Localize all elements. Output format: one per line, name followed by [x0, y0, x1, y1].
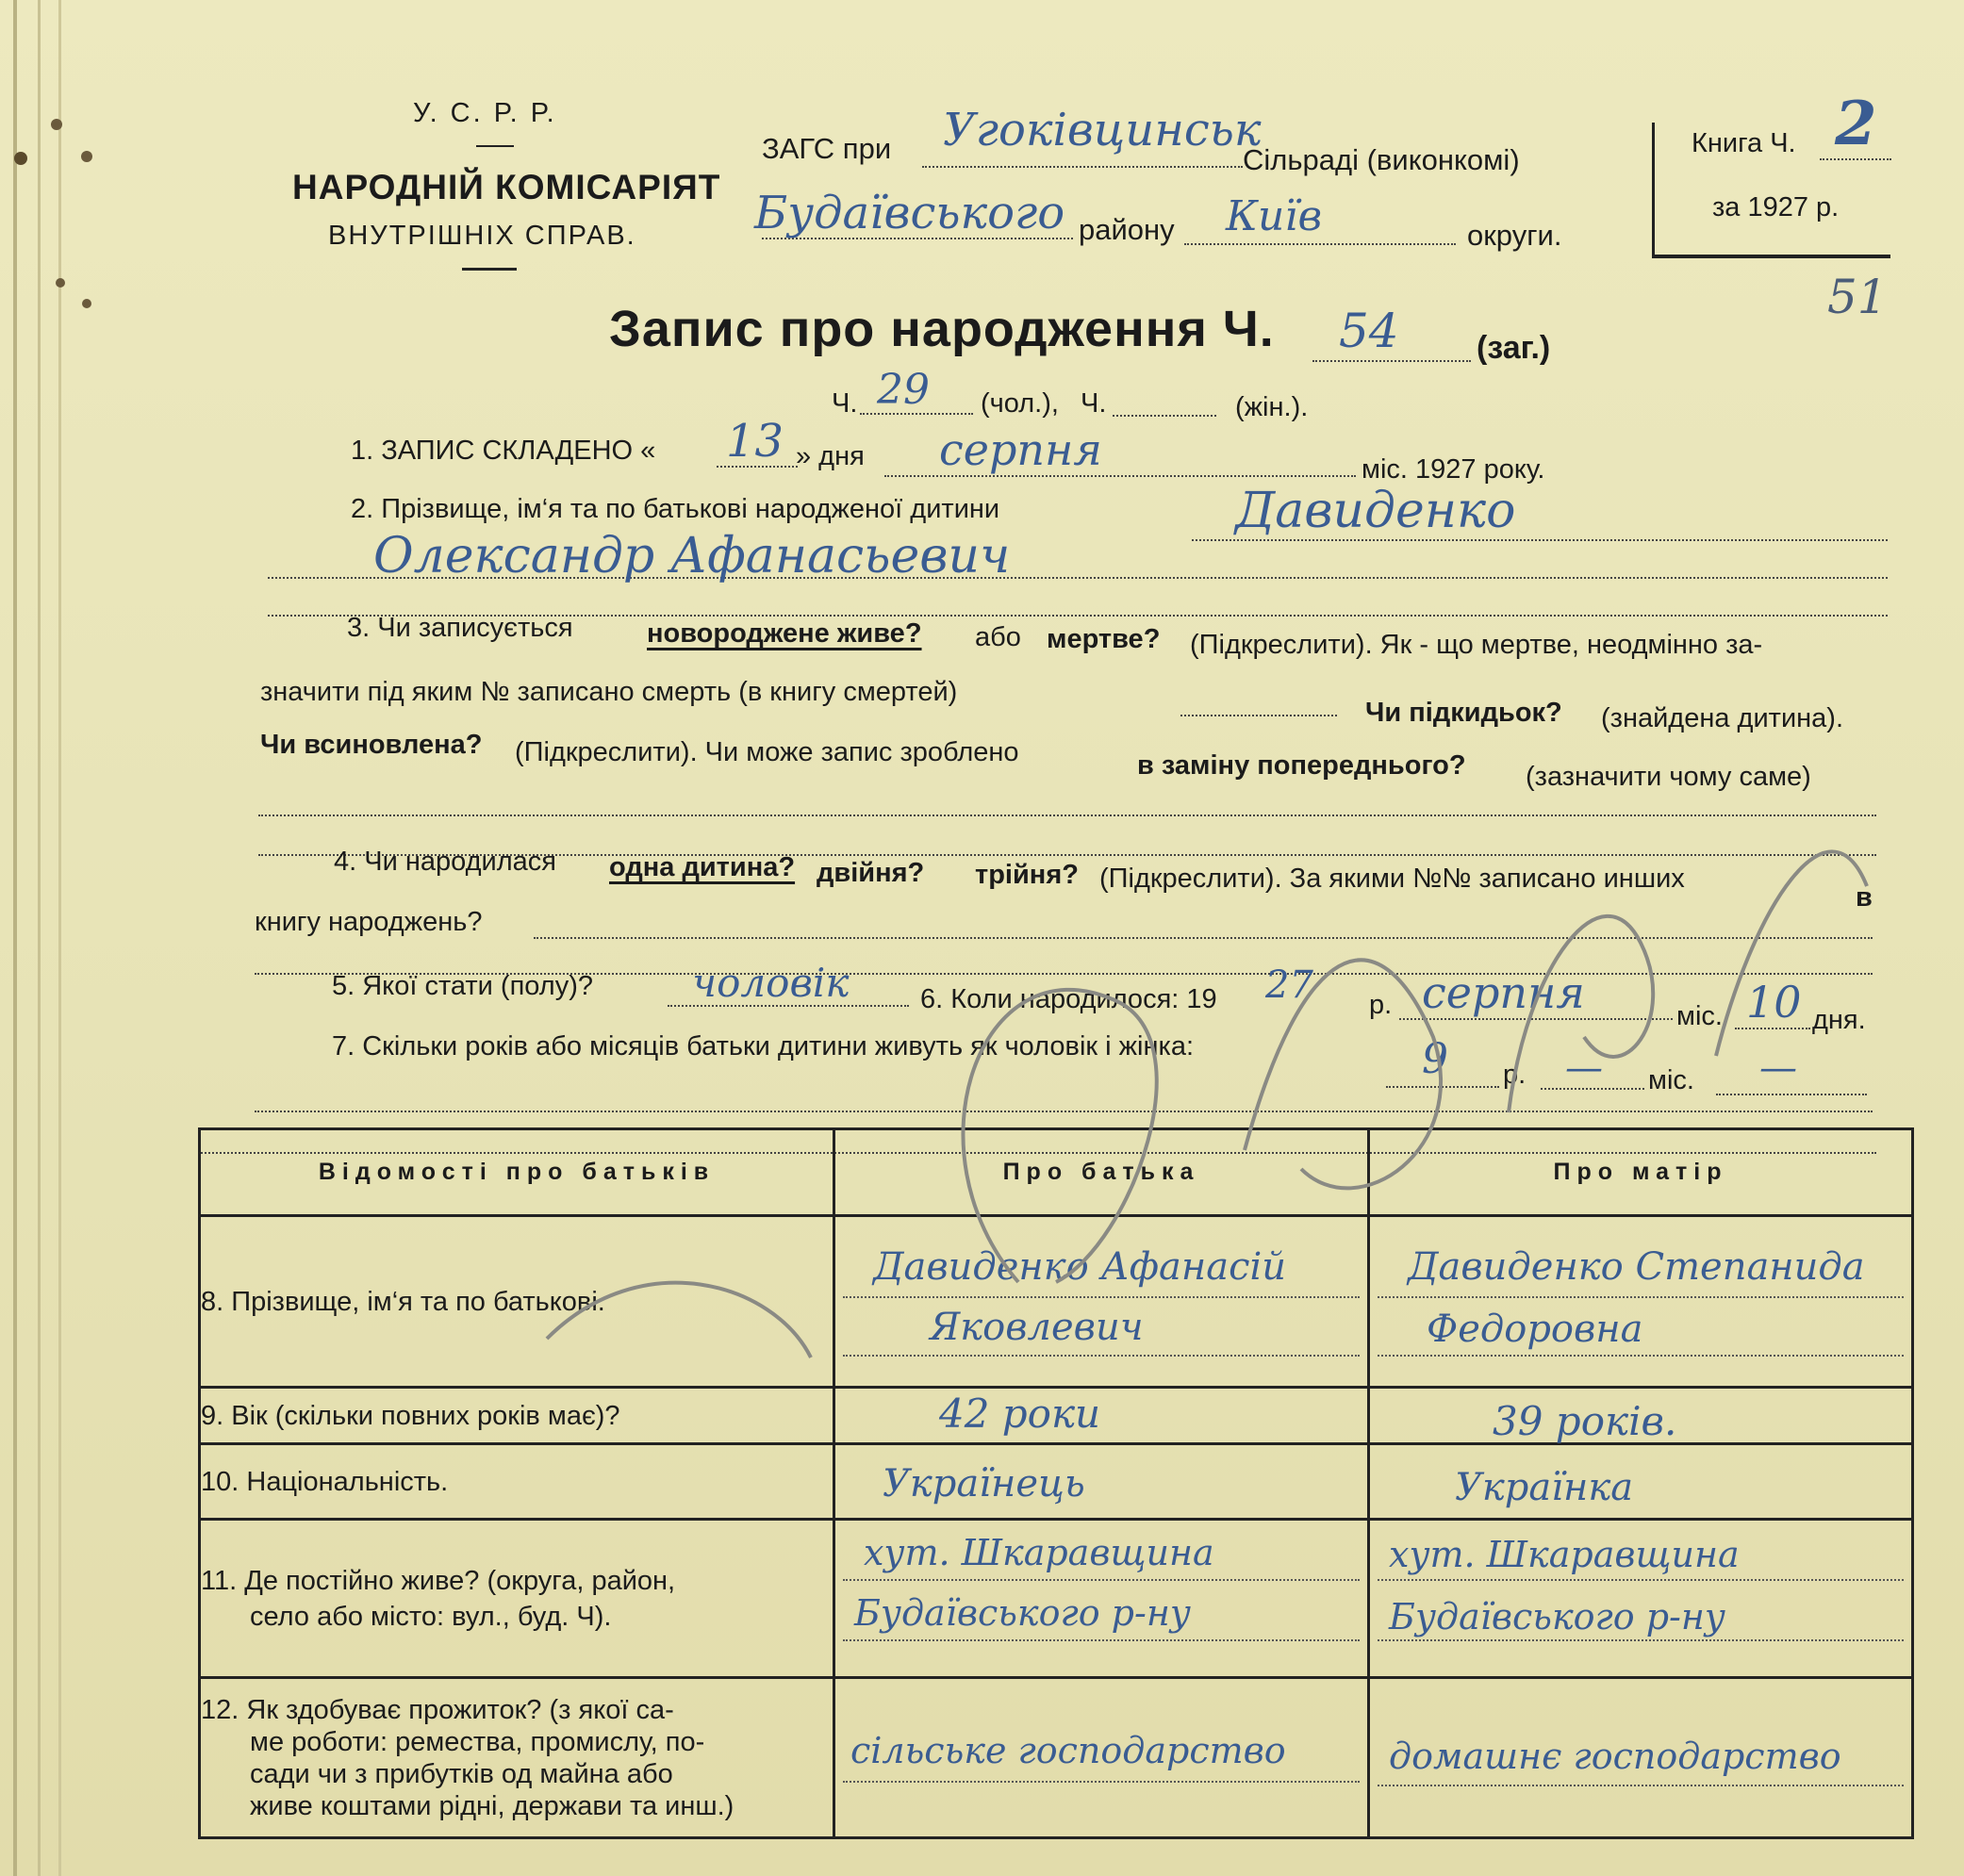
father-nationality-cell [833, 1444, 1368, 1520]
fill-line [1192, 539, 1888, 541]
birth-day: 10 [1746, 977, 1802, 1028]
mother-residence-line: хут. Шкаравщина [1389, 1534, 1740, 1575]
father-occupation: сільське господарство [850, 1730, 1286, 1771]
record-day: 13 [726, 415, 784, 468]
record-total-suffix: (заг.) [1477, 330, 1551, 366]
male-number: 29 [877, 366, 930, 414]
item1-prefix: 1. ЗАПИС СКЛАДЕНО « [351, 436, 656, 466]
item6-text: міс. [1676, 1001, 1723, 1031]
fill-line [843, 1579, 1360, 1581]
item3-text: (знайдена дитина). [1601, 703, 1844, 733]
item7-label: 7. Скільки років або місяців батьки дитини живуть як чоловік і жінка: [332, 1031, 1195, 1061]
zags-suffix: Сільраді (виконкомі) [1243, 143, 1520, 176]
fill-line [1180, 715, 1337, 716]
fill-line [1312, 360, 1471, 362]
fill-line [843, 1639, 1360, 1641]
pencil-scrawl [528, 754, 1886, 1414]
district-label: району [1079, 213, 1175, 246]
dead-option: мертве? [1047, 624, 1161, 654]
table-row [200, 1678, 1913, 1838]
row-label-line: село або місто: вул., буд. Ч). [250, 1601, 612, 1632]
father-residence-line: Будаївського р-ну [853, 1592, 1191, 1634]
book-year: за 1927 р. [1712, 192, 1840, 222]
item3-text: (Підкреслити). Як - що мертве, неодмінно за- [1190, 630, 1763, 660]
row-label-line: сади чи з прибутків од майна або [250, 1758, 673, 1789]
margin-note: 51 [1827, 270, 1888, 324]
row-label [200, 1678, 834, 1838]
father-residence-cell [833, 1520, 1368, 1678]
item3-text: значити під яким № записано смерть (в книгу смертей) [260, 677, 958, 707]
child-surname: Давиденко [1235, 483, 1516, 539]
father-surname: Давиденко Афанасій [872, 1245, 1287, 1289]
okrug-label: округи. [1467, 219, 1562, 252]
fill-line [1378, 1579, 1904, 1581]
single-birth-option: одна дитина? [609, 852, 796, 882]
record-month: серпня [939, 424, 1102, 475]
mother-age: 39 років. [1493, 1398, 1677, 1444]
female-num-label: Ч. [1081, 388, 1107, 419]
triplets-option: трійня? [975, 860, 1079, 890]
mother-residence-line: Будаївського р-ну [1389, 1596, 1725, 1637]
row-label-line: 11. Де постійно живе? (округа, район, [201, 1565, 676, 1596]
child-sex: чоловік [692, 960, 850, 1006]
female-num-suffix: (жін.). [1235, 392, 1309, 422]
divider [462, 268, 517, 271]
item4-text: 4. Чи народилася [334, 847, 556, 877]
row-label [200, 1520, 834, 1678]
fill-line [1184, 243, 1456, 245]
item5-label: 5. Якої стати (полу)? [332, 971, 593, 1001]
item4-text: в [1856, 882, 1873, 913]
birth-year: 27 [1265, 963, 1313, 1007]
birth-month: серпня [1422, 967, 1585, 1018]
male-num-suffix: (чол.), [981, 388, 1059, 419]
male-num-label: Ч. [832, 388, 858, 419]
item3-text: (зазначити чому саме) [1526, 762, 1811, 792]
months-together: — [1565, 1046, 1603, 1090]
item1-mid: » дня [796, 441, 865, 471]
record-number: 54 [1339, 304, 1399, 358]
district-handwritten: Будаївського [754, 187, 1065, 239]
item7-text: р. [1503, 1060, 1527, 1090]
item7-end: — [1759, 1046, 1797, 1090]
item1-suffix: міс. 1927 року. [1362, 454, 1545, 485]
alive-option: новороджене живе? [647, 618, 922, 649]
zags-prefix: ЗАГС при [762, 132, 892, 165]
child-given-name: Олександр Афанасьевич [373, 528, 1011, 584]
item3-text: або [975, 622, 1021, 652]
item3-text: 3. Чи записується [347, 613, 573, 643]
department-label: ВНУТРІШНІХ СПРАВ. [328, 221, 636, 251]
father-nationality: Українець [882, 1462, 1085, 1506]
fill-line [843, 1781, 1360, 1783]
divider [476, 145, 514, 147]
binder-marks [0, 104, 113, 339]
adopted-option: Чи всиновлена? [260, 730, 483, 760]
mother-nationality-cell [1369, 1444, 1913, 1520]
fill-line [1378, 1785, 1904, 1786]
row-label: 10. Національність. [200, 1444, 834, 1520]
replacement-option: в заміну попереднього? [1137, 750, 1466, 781]
mother-patronymic: Федоровна [1427, 1308, 1643, 1351]
header-cell: Відомості про батьків [200, 1129, 834, 1216]
father-patronymic: Яковлевич [929, 1306, 1144, 1349]
commissariat-title: НАРОДНІЙ КОМІСАРІЯТ [292, 168, 721, 206]
row-label-line: ме роботи: ремества, промислу, по- [250, 1726, 705, 1757]
item4-text: книгу народжень? [255, 907, 483, 937]
mother-nationality: Українка [1455, 1466, 1634, 1509]
header-cell: Про батька [833, 1129, 1368, 1216]
mother-occupation-cell [1369, 1678, 1913, 1838]
table-row [200, 1520, 1913, 1678]
father-occupation-cell [833, 1678, 1368, 1838]
twins-option: двійня? [817, 858, 925, 888]
ussr-label: У. С. Р. Р. [413, 98, 557, 128]
table-row [200, 1444, 1913, 1520]
item6-label: 6. Коли народилося: 19 [920, 984, 1217, 1014]
fill-line [884, 475, 1356, 477]
header-cell: Про матір [1369, 1129, 1913, 1216]
mother-occupation: домашнє господарство [1389, 1736, 1841, 1777]
row-label: 8. Прізвище, ім‘я та по батькові. [200, 1216, 834, 1388]
row-label: 9. Вік (скільки повних років має)? [200, 1388, 834, 1444]
foundling-option: Чи підкидьок? [1365, 698, 1562, 728]
item4-text: (Підкреслити). За якими №№ записано инших [1099, 864, 1685, 894]
father-residence-line: хут. Шкаравщина [863, 1532, 1214, 1573]
okrug-handwritten: Київ [1226, 192, 1323, 240]
zags-village-handwritten: Угоківцинськ [943, 104, 1262, 156]
record-title: Запис про народження Ч. [609, 301, 1275, 357]
father-age: 42 роки [938, 1391, 1101, 1437]
fill-line [1378, 1639, 1904, 1641]
mother-surname: Давиденко Степанида [1408, 1245, 1865, 1289]
fill-line [1113, 415, 1216, 417]
item3-text: (Підкреслити). Чи може запис зроблено [515, 737, 1019, 767]
row-label-line: живе коштами рідні, держави та инш.) [250, 1790, 734, 1821]
item2-label: 2. Прізвище, ім‘я та по батькові народженої дитини [351, 494, 1000, 524]
fill-line [922, 166, 1243, 168]
years-together: 9 [1422, 1035, 1448, 1083]
item7-text: міс. [1648, 1065, 1694, 1095]
item6-text: дня. [1812, 1005, 1866, 1035]
item6-text: р. [1369, 990, 1393, 1020]
book-number: 2 [1835, 89, 1877, 159]
mother-residence-cell [1369, 1520, 1913, 1678]
book-label: Книга Ч. [1692, 128, 1796, 158]
row-label-line: 12. Як здобуває прожиток? (з якої са- [201, 1694, 674, 1725]
